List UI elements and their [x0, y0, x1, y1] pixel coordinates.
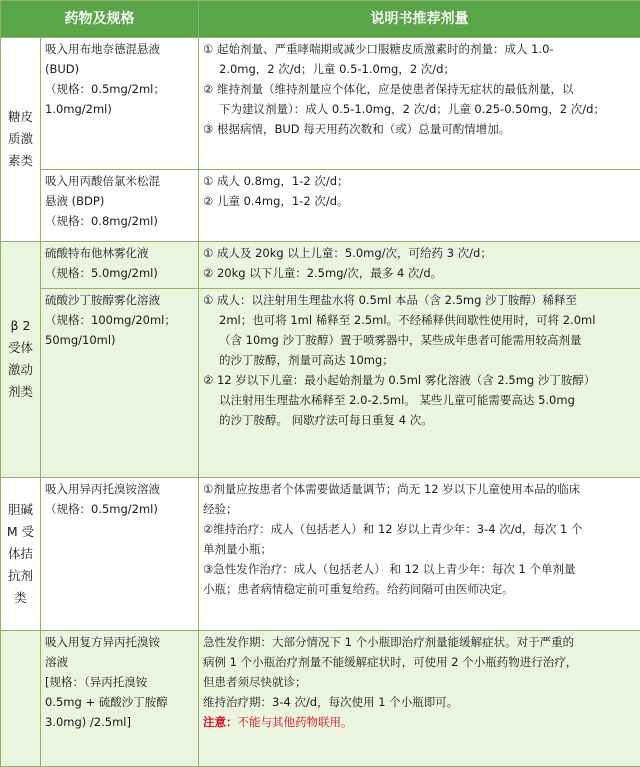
category-label: β 2: [10, 318, 31, 334]
drug-name-line: （规格：5.0mg/2ml): [45, 265, 158, 280]
category-label: 质激: [7, 131, 33, 147]
warning-text: 不能与其他药物联用。: [237, 715, 353, 730]
table-row: [1, 169, 640, 241]
dosage-line: （含 10mg 沙丁胺醇）置于喷雾器中，某些成年患者可能需用较高剂量: [219, 333, 582, 348]
drug-name-line: 吸入用布地奈德混悬液: [45, 42, 160, 56]
dosage-cell: [199, 631, 640, 767]
dosage-cell: [199, 289, 640, 478]
dosage-line: ② 20kg 以下儿童：2.5mg/次，最多 4 次/d。: [203, 265, 443, 280]
dosage-line: 急性发作期：大部分情况下 1 个小瓶即治疗剂量能缓解症状。对于严重的: [203, 635, 575, 650]
drug-name-line: (BUD): [45, 62, 80, 76]
header-drug: 药物及规格: [1, 1, 199, 38]
category-label: 类: [14, 589, 27, 605]
drug-name-line: 硫酸沙丁胺醇雾化溶液: [45, 293, 160, 308]
dosage-line: 的沙丁胺醇，剂量可高达 10mg；: [219, 353, 394, 368]
table-row: [1, 241, 640, 288]
dosage-line: ③急性发作治疗：成人（包括老人） 和 12 以上青少年：每次 1 个单剂量: [203, 561, 576, 576]
dosage-line: ① 成人：以注射用生理盐水将 0.5ml 本品（含 2.5mg 沙丁胺醇）稀释至: [203, 293, 578, 308]
drug-name-line: 吸入用复方异丙托溴铵: [45, 635, 160, 650]
dosage-line: 的沙丁胺醇。 间歇疗法可每日重复 4 次。: [219, 413, 433, 428]
category-label: 糖皮: [7, 109, 33, 125]
drug-name-cell: [41, 289, 199, 478]
drug-name-line: （规格：0.8mg/2ml): [45, 213, 158, 228]
dosage-cell: [199, 241, 640, 288]
header-recommendation: 说明书推荐剂量: [199, 1, 640, 38]
drug-name-line: 吸入用异丙托溴铵溶液: [45, 481, 160, 496]
category-cell: [1, 241, 41, 477]
dosage-line: ① 成人 0.8mg，1-2 次/d；: [203, 173, 349, 188]
dosage-line: 2ml；也可将 1ml 稀释至 2.5ml。不经稀释供间歇性使用时，可将 2.0ml: [219, 313, 596, 328]
category-label: 素类: [7, 153, 33, 169]
dosage-line: ②维持治疗：成人（包括老人）和 12 岁以上青少年：3-4 次/d，每次 1 个: [203, 521, 583, 536]
dosage-line: 经验；: [203, 501, 238, 516]
dosage-line: ② 儿童 0.4mg，1-2 次/d。: [203, 193, 349, 208]
drug-name-line: （规格：0.5mg/2ml；: [45, 82, 165, 96]
dosage-line: 下为建议剂量）：成人 0.5-1.0mg，2 次/d；儿童 0.25-0.50mg，2 次/d；: [219, 102, 605, 116]
category-cell: [1, 38, 41, 242]
table-body: [1, 38, 640, 767]
dosage-cell: [199, 169, 640, 241]
drug-name-line: 1.0mg/2ml): [45, 102, 112, 116]
dosage-line: 2.0mg，2 次/d；儿童 0.5-1.0mg，2 次/d；: [219, 62, 455, 76]
category-label: 体拮: [7, 545, 33, 561]
table-row: [1, 289, 640, 478]
category-label: 抗剂: [7, 567, 33, 583]
dosage-line: ③ 根据病情，BUD 每天用药次数和（或）总量可酌情增加。: [203, 122, 511, 136]
category-cell: [1, 477, 41, 630]
category-label: 剂类: [7, 384, 33, 400]
drug-name-line: 硫酸特布他林雾化液: [45, 245, 149, 260]
drug-name-line: 悬液 (BDP): [45, 193, 105, 208]
dosage-line: ① 起始剂量、严重哮喘期或减少口服糖皮质激素时的剂量：成人 1.0-: [203, 42, 554, 56]
drug-name-line: 3.0mg) /2.5ml]: [45, 715, 131, 730]
warning-note: [203, 712, 636, 732]
dosage-line: 小瓶；患者病情稳定前可重复给药。给药间隔可由医师决定。: [203, 581, 514, 596]
drug-name-cell: [41, 241, 199, 288]
drug-name-cell: [41, 169, 199, 241]
table-row: [1, 631, 640, 767]
drug-name-cell: [41, 631, 199, 767]
drug-name-line: 0.5mg + 硫酸沙丁胺醇: [45, 695, 168, 710]
category-cell: [1, 631, 41, 767]
dosage-line: 病例 1 个小瓶治疗剂量不能缓解症状时，可使用 2 个小瓶药物进行治疗，: [203, 655, 578, 670]
drug-name-cell: [41, 477, 199, 630]
dosage-cell: [199, 38, 640, 170]
dosage-line: ② 维持剂量（维持剂量应个体化，应是使患者保持无症状的最低剂量，以: [203, 82, 574, 96]
category-label: 受体: [7, 340, 33, 356]
drug-name-line: 溶液: [45, 655, 68, 670]
drug-name-cell: [41, 38, 199, 170]
table-row: [1, 477, 640, 630]
dosage-line: 但患者须尽快就诊；: [203, 675, 307, 690]
drug-name-line: 50mg/10ml): [45, 333, 116, 348]
dosage-line: ② 12 岁以下儿童：最小起始剂量为 0.5ml 雾化溶液（含 2.5mg 沙丁胺醇）: [203, 373, 596, 388]
dosage-cell: [199, 477, 640, 630]
drug-name-line: （规格：0.5mg/2ml): [45, 501, 158, 516]
dosage-line: ①剂量应按患者个体需要做适量调节；尚无 12 岁以下儿童使用本品的临床: [203, 481, 581, 496]
table-row: [1, 38, 640, 170]
dosage-line: 维持治疗期：3-4 次/d，每次使用 1 个小瓶即可。: [203, 695, 459, 710]
drug-name-line: （规格：100mg/20ml；: [45, 313, 176, 328]
dosage-line: ① 成人及 20kg 以上儿童：5.0mg/次，可给药 3 次/d；: [203, 245, 492, 260]
category-label: 胆碱: [7, 501, 33, 517]
drug-name-line: 吸入用丙酸倍氯米松混: [45, 173, 160, 188]
warning-label: 注意：: [203, 715, 238, 730]
category-label: M 受: [6, 523, 35, 539]
table-header-row: [1, 1, 640, 38]
drug-name-line: [规格：（异丙托溴铵: [45, 675, 148, 690]
dosage-line: 以注射用生理盐水稀释至 2.0-2.5ml。 某些儿童可能需要高达 5.0mg: [219, 393, 575, 408]
dosage-line: 单剂量小瓶；: [203, 541, 272, 556]
category-label: 激动: [7, 362, 33, 378]
